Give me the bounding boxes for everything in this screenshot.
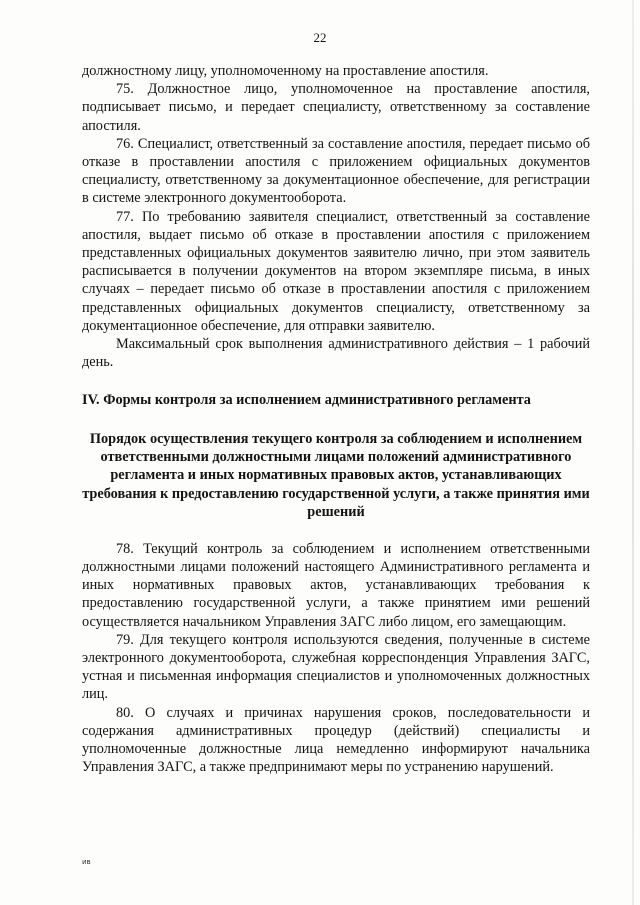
footer-mark: ив [82, 858, 91, 866]
paragraph-80: 80. О случаях и причинах нарушения сроков, последовательности и содержания административных процедур (действий) специалисты и уполномоченные должностные лица немедленно информируют начальника Управления ЗАГС, а также предпринимают меры по устранению нарушений. [82, 704, 590, 776]
paragraph-79: 79. Для текущего контроля используются сведения, полученные в системе электронного документооборота, служебная корреспонденция Управления ЗАГС, устная и письменная информация специалистов и уполномоченных должностных лиц. [82, 631, 590, 703]
paragraph-max-term: Максимальный срок выполнения административного действия – 1 рабочий день. [82, 336, 590, 371]
paragraph-76: 76. Специалист, ответственный за составление апостиля, передает письмо об отказе в проставлении апостиля с приложением официальных документов специалисту, ответственному за документационное обеспечение, для регистрации в системе электронного документооборота. [82, 135, 590, 207]
paragraph-group-top [82, 62, 590, 371]
section-subheading: Порядок осуществления текущего контроля за соблюдением и исполнением ответственными должностными лицами положений административного регламента и иных нормативных правовых актов, устанавливающих требования к предоставлению государственной услуги, а также принятия ими решений [82, 430, 590, 521]
scan-edge-decoration [632, 0, 634, 905]
document-body [82, 62, 590, 776]
paragraph-group-bottom [82, 540, 590, 777]
paragraph-78: 78. Текущий контроль за соблюдением и исполнением ответственными должностными лицами положений настоящего Административного регламента и иных нормативных правовых актов, устанавливающих требования к предоставлению государственной услуги, а также принятием ими решений осуществляется начальником Управления ЗАГС либо лицом, его замещающим. [82, 540, 590, 630]
paragraph-75: 75. Должностное лицо, уполномоченное на проставление апостиля, подписывает письмо, и передает специалисту, ответственному за составление апостиля. [82, 81, 590, 134]
paragraph-77: 77. По требованию заявителя специалист, ответственный за составление апостиля, выдает письмо об отказе в проставлении апостиля с приложением представленных официальных документов заявителю лично, при этом заявитель расписывается в получении документов на втором экземпляре письма, в иных случаях – передает письмо об отказе в проставлении апостиля с приложением представленных официальных документов специалисту, ответственному за документационное обеспечение, для отправки заявителю. [82, 208, 590, 334]
paragraph-continuation: должностному лицу, уполномоченному на проставление апостиля. [82, 63, 489, 79]
section-heading: IV. Формы контроля за исполнением административного регламента [82, 392, 531, 409]
page-number: 22 [313, 30, 327, 45]
